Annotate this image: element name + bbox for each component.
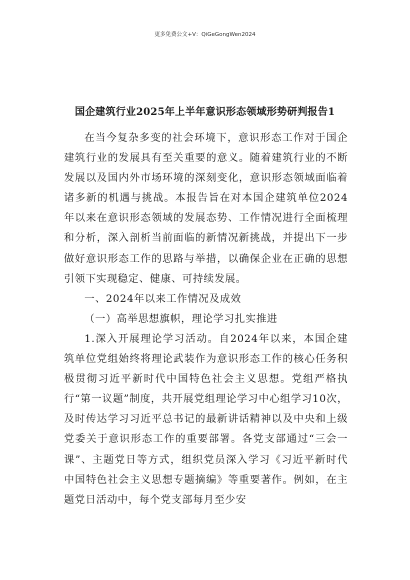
header-note: 更多免费公文+V：QiGeGongWen2024: [154, 32, 256, 38]
document-body: [64, 118, 348, 511]
document-title: 国企建筑行业2025年上半年意识形态领域形势研判报告1: [74, 107, 336, 118]
intro-paragraph: 在当今复杂多变的社会环境下，意识形态工作对于国企建筑行业的发展具有至关重要的意义。随着建筑行业的不断发展以及国内外市场环境的深刻变化，意识形态领域面临着诸多新的机遇与挑战。本报告旨在对本国企建筑单位2024年以来在意识形态领域的发展态势、工作情况进行全面梳理和分析，深入剖析当前面临的新情况新挑战，并提出下一步做好意识形态工作的思路与举措，以确保企业在正确的思想引领下实现稳定、健康、可持续发展。: [64, 133, 348, 285]
section-heading: 一、2024年以来工作情况及成效: [84, 293, 242, 305]
subsection-heading: （一）高举思想旗帜，理论学习扎实推进: [84, 313, 278, 325]
body-paragraph: 1.深入开展理论学习活动。自2024年以来，本国企建筑单位党组始终将理论武装作为意识形态工作的核心任务积极贯彻习近平新时代中国特色社会主义思想。党组严格执行“第一议题”制度，共开展党组理论学习中心组学习10次，及时传达学习习近平总书记的最新讲话精神以及中央和上级党委关于意识形态工作的重要部署。各党支部通过“三会一课”、主题党日等方式，组织党员深入学习《习近平新时代中国特色社会主义思想专题摘编》等重要著作。例如，在主题党日活动中，每个党支部每月至少安: [64, 333, 348, 506]
